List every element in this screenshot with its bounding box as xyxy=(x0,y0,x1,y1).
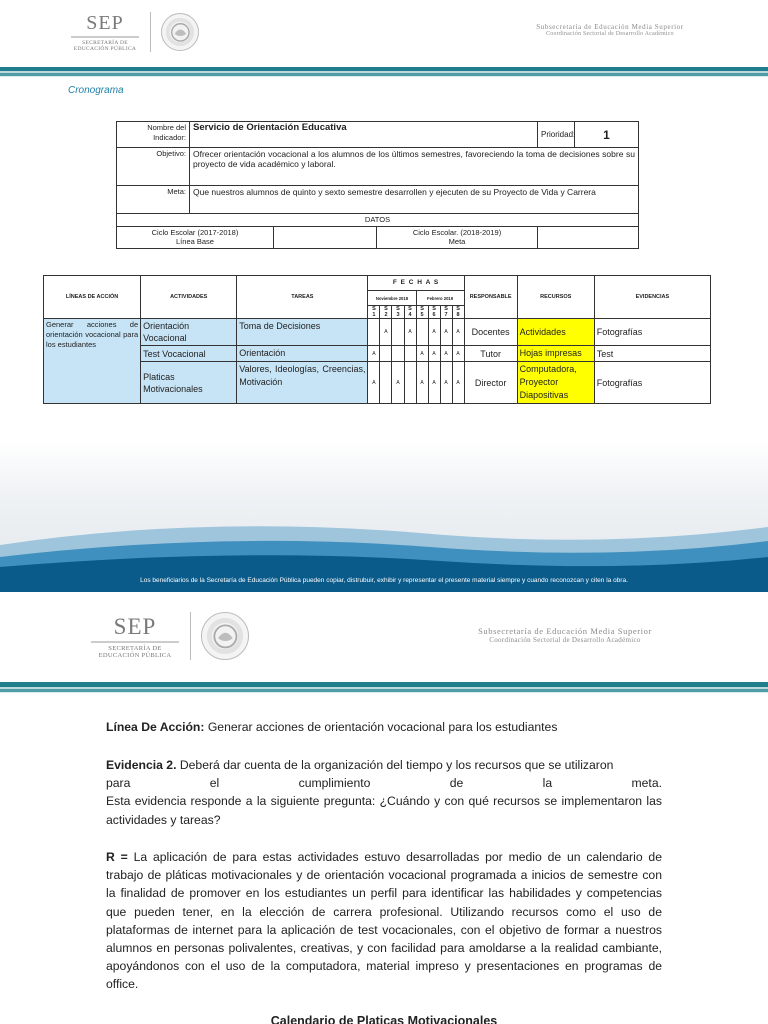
logo-divider xyxy=(150,12,151,52)
schedule-mark: A xyxy=(404,319,416,346)
week-header-2 xyxy=(380,306,392,319)
footer-license-text: Los beneficiarios de la Secretaría de Educación Pública pueden copiar, distrubuir, exhibir y representar el presente material siempre y cuando reconozcan y citen la obra. xyxy=(140,577,628,584)
linea-accion-line xyxy=(106,718,662,736)
meta-label: Meta: xyxy=(117,186,190,214)
ciclo-base-value xyxy=(274,227,377,249)
header-evidencias: EVIDENCIAS xyxy=(594,276,710,319)
sep-logo-2 xyxy=(90,612,249,660)
schedule-mark: A xyxy=(392,362,404,404)
respuesta-text: La aplicación de para estas actividades estuvo desarrolladas por medio de un calendario de trabajo de pláticas motivacionales y de orientación vocacional programada a inicios de semestre con la finalidad de promover en los estudiantes un perfil para identificar las habilidades y competencias que pueden tener, en la elección de carrera profesional. Utilizando recursos como el uso de plataformas de internet para la aplicación de test vocacionales, con el objetivo de formar a nuestros alumnos en personas polivalentes, creativas, y con facilidad para amoldarse a la realidad cambiante, apoyándonos con el uso de la computadora, material impreso y presentaciones en programas de office. xyxy=(106,850,662,992)
week-header-4 xyxy=(404,306,416,319)
schedule-mark: A xyxy=(452,319,464,346)
evidencia-line-1: Deberá dar cuenta de la organización del tiempo y los recursos que se utilizaron xyxy=(179,758,614,772)
respuesta-label: R = xyxy=(106,850,128,864)
schedule-mark xyxy=(392,319,404,346)
evidencia-word: la xyxy=(542,776,553,791)
table-row xyxy=(44,346,711,362)
calendar-title: Calendario de Platicas Motivacionales xyxy=(270,1014,498,1024)
evidencias-cell: Fotografías xyxy=(594,319,710,346)
week-header-3 xyxy=(392,306,404,319)
week-number: 8 xyxy=(456,312,460,318)
subsecretaria-header-2 xyxy=(445,626,685,644)
tarea-cell: Valores, Ideologías, Creencias, Motivación xyxy=(237,362,368,404)
week-letter: S xyxy=(408,306,412,312)
recursos-cell: Actividades xyxy=(517,319,594,346)
objetivo-label: Objetivo: xyxy=(117,148,190,186)
evidencia-line-3: Esta evidencia responde a la siguiente pregunta: ¿Cuándo y con qué recursos se implementaron las actividades y tareas? xyxy=(106,794,662,827)
sep-logo-sub-1b: SECRETARÍA DE xyxy=(108,644,162,652)
schedule-mark xyxy=(380,362,392,404)
linea-accion-cell: Generar acciones de orientación vocacional para los estudiantes xyxy=(44,319,141,404)
respuesta-block xyxy=(106,848,662,994)
header-actividades: ACTIVIDADES xyxy=(141,276,237,319)
sep-logo-stripe-2 xyxy=(91,641,179,643)
recursos-cell: Computadora, Proyector Diapositivas xyxy=(517,362,594,404)
schedule-mark: A xyxy=(440,319,452,346)
nombre-label: Nombre del Indicador: xyxy=(117,122,190,148)
ciclo-meta xyxy=(377,227,538,249)
header-noviembre: Noviembre 2018 xyxy=(368,291,416,306)
section-label: Cronograma xyxy=(68,85,124,96)
evidencias-cell: Fotografías xyxy=(594,362,710,404)
table-row xyxy=(44,362,711,404)
ciclo-meta-line-2: Meta xyxy=(448,237,466,246)
evidencia-word: el xyxy=(209,776,220,791)
schedule-mark xyxy=(392,346,404,362)
tarea-cell: Toma de Decisiones xyxy=(237,319,368,346)
responsable-cell: Docentes xyxy=(464,319,517,346)
schedule-mark xyxy=(416,319,428,346)
subsecretaria-header xyxy=(510,23,710,37)
schedule-mark: A xyxy=(416,362,428,404)
evidencias-cell: Test xyxy=(594,346,710,362)
mexican-seal-icon-2 xyxy=(201,612,249,660)
actividad-cell: Orientación Vocacional xyxy=(141,319,237,346)
prioridad-value: 1 xyxy=(575,122,639,148)
schedule-mark xyxy=(368,319,380,346)
evidencia-word: de xyxy=(449,776,464,791)
week-number: 2 xyxy=(384,312,388,318)
schedule-mark: A xyxy=(428,362,440,404)
schedule-mark: A xyxy=(452,346,464,362)
header-fechas: F E C H A S xyxy=(368,276,464,291)
week-header-6 xyxy=(428,306,440,319)
schedule-mark: A xyxy=(416,346,428,362)
evidencia-label: Evidencia 2. xyxy=(106,758,177,772)
week-letter: S xyxy=(444,306,448,312)
datos-label: DATOS xyxy=(117,214,639,227)
prioridad-label: Prioridad: xyxy=(538,122,575,148)
week-number: 4 xyxy=(408,312,412,318)
week-letter: S xyxy=(456,306,460,312)
responsable-cell: Tutor xyxy=(464,346,517,362)
ciclo-meta-value xyxy=(538,227,639,249)
tarea-cell: Orientación xyxy=(237,346,368,362)
ciclo-base xyxy=(117,227,274,249)
schedule-mark: A xyxy=(380,319,392,346)
logo-divider-2 xyxy=(190,612,191,660)
week-header-7 xyxy=(440,306,452,319)
week-number: 3 xyxy=(396,312,400,318)
evidencia-word: para xyxy=(106,776,131,791)
schedule-mark: A xyxy=(440,346,452,362)
schedule-mark: A xyxy=(368,362,380,404)
sep-logo-sub-1: SECRETARÍA DE xyxy=(82,40,128,46)
action-plan-table xyxy=(43,275,711,404)
header-febrero: Febrero 2019 xyxy=(416,291,464,306)
header-recursos: RECURSOS xyxy=(517,276,594,319)
table-row xyxy=(44,319,711,346)
week-letter: S xyxy=(432,306,436,312)
schedule-mark: A xyxy=(428,346,440,362)
week-header-5 xyxy=(416,306,428,319)
mexican-seal-icon xyxy=(161,13,199,51)
header-responsable: RESPONSABLE xyxy=(464,276,517,319)
schedule-mark xyxy=(404,362,416,404)
week-number: 6 xyxy=(432,312,436,318)
ciclo-base-line-2: Línea Base xyxy=(176,237,214,246)
actividad-cell: Test Vocacional xyxy=(141,346,237,362)
week-letter: S xyxy=(420,306,424,312)
week-header-8 xyxy=(452,306,464,319)
coordinacion-title: Coordinación Sectorial de Desarrollo Académico xyxy=(546,31,674,37)
schedule-mark xyxy=(380,346,392,362)
slide-evidencia xyxy=(0,592,768,1024)
schedule-mark: A xyxy=(428,319,440,346)
objetivo-value: Ofrecer orientación vocacional a los alumnos de los últimos semestres, favoreciendo la toma de decisiones sobre su proyecto de vida académico y laboral. xyxy=(190,148,639,186)
schedule-mark: A xyxy=(440,362,452,404)
subsecretaria-title-2: Subsecretaría de Educación Media Superior xyxy=(478,626,652,636)
ciclo-meta-line-1: Ciclo Escolar. (2018-2019) xyxy=(412,228,502,237)
sep-logo xyxy=(70,12,199,52)
evidencia-word: cumplimiento xyxy=(298,776,371,791)
evidencia-line-2 xyxy=(106,774,662,792)
nombre-value: Servicio de Orientación Educativa xyxy=(190,122,538,148)
linea-accion-label: Línea De Acción: xyxy=(106,720,205,734)
indicator-table xyxy=(116,121,639,249)
sep-logo-sub-2b: EDUCACIÓN PÚBLICA xyxy=(98,651,172,659)
actividad-cell: Platicas Motivacionales xyxy=(141,362,237,404)
header-lineas: LÍNEAS DE ACCIÓN xyxy=(44,276,141,319)
recursos-cell: Hojas impresas xyxy=(517,346,594,362)
header-band xyxy=(0,67,768,77)
week-letter: S xyxy=(372,306,376,312)
week-header-1 xyxy=(368,306,380,319)
header-tareas: TAREAS xyxy=(237,276,368,319)
linea-accion-text: Generar acciones de orientación vocacional para los estudiantes xyxy=(207,720,558,734)
sep-logo-text-2: SEP xyxy=(113,613,157,639)
header-band-2 xyxy=(0,682,768,693)
meta-value: Que nuestros alumnos de quinto y sexto semestre desarrollen y ejecuten de su Proyecto de Vida y Carrera xyxy=(190,186,639,214)
sep-logo-text: SEP xyxy=(86,12,124,34)
subsecretaria-title: Subsecretaría de Educación Media Superior xyxy=(536,23,684,31)
ciclo-base-line-1: Ciclo Escolar (2017-2018) xyxy=(151,228,239,237)
week-number: 1 xyxy=(372,312,376,318)
week-letter: S xyxy=(384,306,388,312)
sep-logo-stripe xyxy=(71,36,139,38)
schedule-mark: A xyxy=(368,346,380,362)
responsable-cell: Director xyxy=(464,362,517,404)
schedule-mark: A xyxy=(452,362,464,404)
coordinacion-title-2: Coordinación Sectorial de Desarrollo Académico xyxy=(489,636,641,644)
week-number: 7 xyxy=(444,312,448,318)
week-number: 5 xyxy=(420,312,424,318)
evidencia-block xyxy=(106,756,662,829)
schedule-mark xyxy=(404,346,416,362)
week-letter: S xyxy=(396,306,400,312)
sep-logo-sub-2: EDUCACIÓN PÚBLICA xyxy=(73,46,137,52)
evidencia-word: meta. xyxy=(631,776,662,791)
